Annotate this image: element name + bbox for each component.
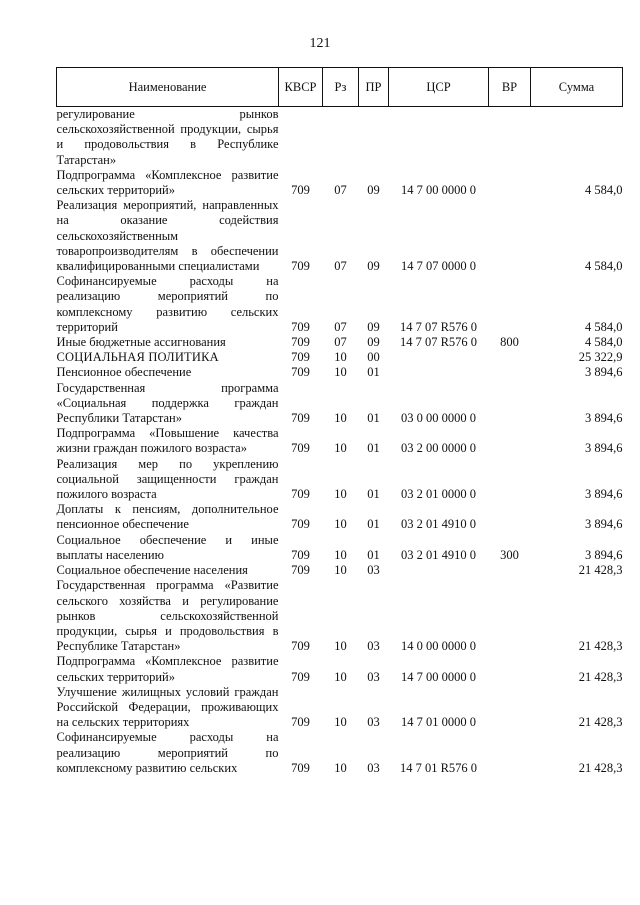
row-vr xyxy=(489,168,531,198)
row-kvsr: 709 xyxy=(291,669,310,684)
table-row xyxy=(57,730,623,776)
row-pr: 09 xyxy=(367,319,380,334)
row-rz: 10 xyxy=(334,517,347,532)
row-csr: 14 7 00 0000 0 xyxy=(401,183,476,198)
row-kvsr: 709 xyxy=(291,715,310,730)
row-vr: 300 xyxy=(500,547,519,562)
table-row xyxy=(57,578,623,654)
row-pr: 03 xyxy=(367,715,380,730)
row-vr xyxy=(489,426,531,456)
row-pr: 01 xyxy=(367,517,380,532)
row-csr: 14 7 07 0000 0 xyxy=(401,259,476,274)
budget-table xyxy=(56,67,623,776)
row-kvsr: 709 xyxy=(291,259,310,274)
row-sum: 3 894,6 xyxy=(585,487,623,502)
row-pr: 01 xyxy=(367,441,380,456)
table-row xyxy=(57,685,623,731)
row-vr xyxy=(489,350,531,365)
row-name: Улучшение жилищных условий граждан Российской Федерации, проживающих на сельских территориях xyxy=(56,684,279,730)
table-header-row xyxy=(57,68,623,107)
row-csr: 03 2 01 4910 0 xyxy=(401,517,476,532)
row-kvsr: 709 xyxy=(291,319,310,334)
row-sum: 21 428,3 xyxy=(578,563,623,578)
table-row xyxy=(57,381,623,427)
table-row xyxy=(57,335,623,350)
table-row xyxy=(57,198,623,274)
row-kvsr: 709 xyxy=(291,547,310,562)
row-csr: 14 7 07 R576 0 xyxy=(399,335,478,350)
row-kvsr: 709 xyxy=(291,639,310,654)
header-csr: ЦСР xyxy=(389,68,489,107)
row-csr: 03 0 00 0000 0 xyxy=(401,411,476,426)
row-sum: 3 894,6 xyxy=(585,547,623,562)
row-name: Реализация мероприятий, направленных на оказание содействия сельскохозяйственным товаропроизводителям в обеспечении квалифицированными специалистами xyxy=(56,198,279,274)
row-pr: 03 xyxy=(367,760,380,775)
row-vr xyxy=(489,381,531,427)
header-sum: Сумма xyxy=(531,68,623,107)
page-number: 121 xyxy=(309,36,331,51)
row-vr xyxy=(489,654,531,684)
row-name: Реализация мер по укреплению социальной защищенности граждан пожилого возраста xyxy=(56,456,279,502)
row-sum xyxy=(531,107,623,168)
row-sum: 3 894,6 xyxy=(585,517,623,532)
row-sum: 4 584,0 xyxy=(585,259,623,274)
row-sum: 21 428,3 xyxy=(578,715,623,730)
row-kvsr: 709 xyxy=(291,411,310,426)
row-csr: 14 7 07 R576 0 xyxy=(399,319,478,334)
table-row xyxy=(57,426,623,456)
table-row xyxy=(57,274,623,335)
row-pr: 01 xyxy=(367,411,380,426)
header-rz: Рз xyxy=(323,68,359,107)
row-rz: 10 xyxy=(334,760,347,775)
row-sum: 3 894,6 xyxy=(585,365,623,380)
row-sum: 4 584,0 xyxy=(585,319,623,334)
row-name: Иные бюджетные ассигнования xyxy=(56,335,226,350)
row-name: Государственная программа «Социальная поддержка граждан Республики Татарстан» xyxy=(56,380,279,426)
row-pr: 09 xyxy=(367,183,380,198)
row-csr xyxy=(389,365,489,380)
row-kvsr xyxy=(279,107,323,168)
row-rz: 10 xyxy=(334,563,347,578)
row-vr: 800 xyxy=(500,335,519,350)
row-vr xyxy=(489,685,531,731)
row-sum: 3 894,6 xyxy=(585,441,623,456)
row-sum: 21 428,3 xyxy=(578,669,623,684)
row-pr: 01 xyxy=(367,547,380,562)
row-name: Доплаты к пенсиям, дополнительное пенсионное обеспечение xyxy=(56,502,279,532)
row-vr xyxy=(489,457,531,503)
row-rz: 07 xyxy=(334,259,347,274)
row-rz: 10 xyxy=(334,639,347,654)
row-vr xyxy=(489,730,531,776)
row-kvsr: 709 xyxy=(291,183,310,198)
row-rz: 10 xyxy=(334,669,347,684)
row-kvsr: 709 xyxy=(291,335,310,350)
row-kvsr: 709 xyxy=(291,760,310,775)
table-row xyxy=(57,168,623,198)
row-rz: 10 xyxy=(334,365,347,380)
row-pr: 01 xyxy=(367,365,380,380)
row-csr: 14 0 00 0000 0 xyxy=(401,639,476,654)
row-rz xyxy=(323,107,359,168)
row-vr xyxy=(489,274,531,335)
row-csr xyxy=(389,107,489,168)
row-pr: 03 xyxy=(367,669,380,684)
table-row xyxy=(57,365,623,380)
row-sum: 3 894,6 xyxy=(585,411,623,426)
row-rz: 07 xyxy=(334,183,347,198)
row-pr: 03 xyxy=(367,639,380,654)
row-rz: 10 xyxy=(334,715,347,730)
row-name: Подпрограмма «Комплексное развитие сельских территорий» xyxy=(56,654,279,684)
row-csr: 03 2 00 0000 0 xyxy=(401,441,476,456)
row-pr: 09 xyxy=(367,335,380,350)
row-pr xyxy=(359,107,389,168)
table-row xyxy=(57,654,623,684)
row-pr: 03 xyxy=(367,563,380,578)
header-vr: ВР xyxy=(489,68,531,107)
header-kvsr: КВСР xyxy=(279,68,323,107)
row-sum: 25 322,9 xyxy=(578,350,623,365)
row-csr: 03 2 01 4910 0 xyxy=(401,547,476,562)
header-name: Наименование xyxy=(57,68,279,107)
table-row xyxy=(57,533,623,563)
table-body xyxy=(57,107,623,776)
row-name: Софинансируемые расходы на реализацию мероприятий по комплексному развитию сельских xyxy=(56,730,279,775)
row-sum: 4 584,0 xyxy=(585,335,623,350)
row-rz: 07 xyxy=(334,319,347,334)
row-csr xyxy=(389,350,489,365)
row-rz: 10 xyxy=(334,547,347,562)
row-pr: 00 xyxy=(367,350,380,365)
row-rz: 10 xyxy=(334,441,347,456)
row-csr: 03 2 01 0000 0 xyxy=(401,487,476,502)
row-name: Социальное обеспечение населения xyxy=(56,563,248,578)
row-csr: 14 7 01 0000 0 xyxy=(401,715,476,730)
row-vr xyxy=(489,198,531,274)
row-name: Пенсионное обеспечение xyxy=(56,365,192,380)
row-csr xyxy=(389,563,489,578)
row-vr xyxy=(489,578,531,654)
row-kvsr: 709 xyxy=(291,517,310,532)
row-vr xyxy=(489,502,531,532)
row-rz: 07 xyxy=(334,335,347,350)
row-name: регулирование рынков сельскохозяйственной продукции, сырья и продовольствия в Республике Татарстан» xyxy=(56,107,279,167)
row-rz: 10 xyxy=(334,350,347,365)
header-pr: ПР xyxy=(359,68,389,107)
table-row xyxy=(57,563,623,578)
row-kvsr: 709 xyxy=(291,563,310,578)
row-name: СОЦИАЛЬНАЯ ПОЛИТИКА xyxy=(56,350,219,365)
row-kvsr: 709 xyxy=(291,350,310,365)
row-kvsr: 709 xyxy=(291,441,310,456)
row-kvsr: 709 xyxy=(291,487,310,502)
row-sum: 4 584,0 xyxy=(585,183,623,198)
row-pr: 09 xyxy=(367,259,380,274)
row-name: Софинансируемые расходы на реализацию мероприятий по комплексному развитию сельских территорий xyxy=(56,274,279,334)
row-rz: 10 xyxy=(334,487,347,502)
row-rz: 10 xyxy=(334,411,347,426)
row-csr: 14 7 00 0000 0 xyxy=(401,669,476,684)
row-sum: 21 428,3 xyxy=(578,639,623,654)
row-kvsr: 709 xyxy=(291,365,310,380)
row-vr xyxy=(489,365,531,380)
row-sum: 21 428,3 xyxy=(578,760,623,775)
table-row xyxy=(57,107,623,168)
table-row xyxy=(57,502,623,532)
row-name: Подпрограмма «Комплексное развитие сельских территорий» xyxy=(56,167,279,198)
table-row xyxy=(57,350,623,365)
table-row xyxy=(57,457,623,503)
row-csr: 14 7 01 R576 0 xyxy=(399,760,478,775)
row-name: Социальное обеспечение и иные выплаты населению xyxy=(56,532,279,562)
row-vr xyxy=(489,107,531,168)
row-vr xyxy=(489,563,531,578)
row-name: Государственная программа «Развитие сельского хозяйства и регулирование рынков сельскохозяйственной продукции, сырья и продовольствия в Республике Татарстан» xyxy=(56,578,279,654)
row-name: Подпрограмма «Повышение качества жизни граждан пожилого возраста» xyxy=(56,426,279,456)
row-pr: 01 xyxy=(367,487,380,502)
